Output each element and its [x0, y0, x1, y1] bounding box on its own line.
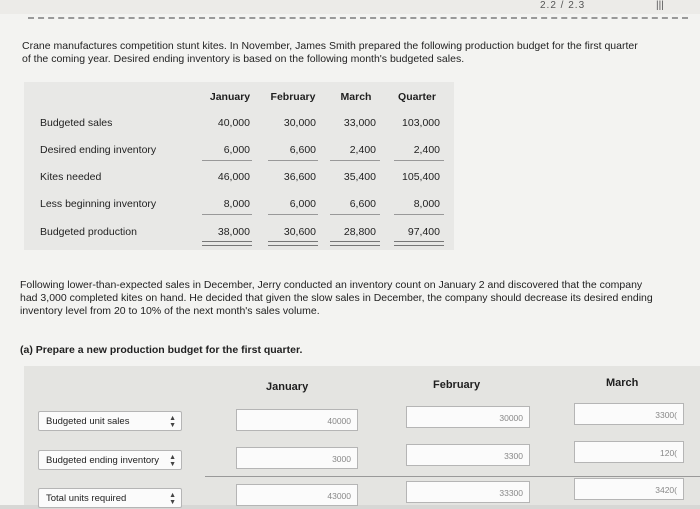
- dashed-divider: [28, 17, 688, 19]
- intro-line-1: Crane manufactures competition stunt kites. In November, James Smith prepared the following production budget for the first quarter: [22, 40, 638, 52]
- top-toolbar: [0, 0, 700, 14]
- underline: [394, 214, 444, 215]
- total-divider: [205, 476, 700, 477]
- cell: 40,000: [217, 117, 250, 129]
- chevron-updown-icon: ▲ ▼: [169, 454, 176, 468]
- underline: [330, 214, 380, 215]
- select-value: Budgeted ending inventory: [46, 455, 160, 466]
- double-underline: [268, 241, 318, 246]
- row-label-budgeted-sales: Budgeted sales: [40, 117, 113, 129]
- cell: 38,000: [217, 226, 250, 238]
- double-underline: [202, 241, 252, 246]
- cell: 30,000: [283, 117, 316, 129]
- cell: 28,800: [343, 226, 376, 238]
- row-label-desired-ending-inventory: Desired ending inventory: [40, 144, 157, 156]
- underline: [202, 160, 252, 161]
- january-unit-sales-input[interactable]: 40000: [236, 409, 358, 431]
- header-january: January: [209, 91, 251, 103]
- january-total-input[interactable]: 43000: [236, 484, 358, 506]
- row-label-less-beginning-inventory: Less beginning inventory: [40, 198, 157, 210]
- question-number: 2.2 / 2.3: [540, 0, 586, 11]
- january-ending-inventory-input[interactable]: 3000: [236, 447, 358, 469]
- march-total-input[interactable]: 3420(: [574, 478, 684, 500]
- underline: [394, 160, 444, 161]
- scenario-line-3: inventory level from 20 to 10% of the next month's sales volume.: [20, 305, 320, 317]
- chevron-updown-icon: ▲ ▼: [169, 415, 176, 429]
- cell: 35,400: [343, 171, 376, 183]
- underline: [268, 160, 318, 161]
- cell: 46,000: [217, 171, 250, 183]
- select-value: Budgeted unit sales: [46, 416, 130, 427]
- menu-icon[interactable]: |||: [656, 0, 664, 11]
- cell: 36,600: [283, 171, 316, 183]
- cell: 6,000: [289, 198, 316, 210]
- scenario-line-1: Following lower-than-expected sales in December, Jerry conducted an inventory count on January 2 and discovered that the company: [20, 279, 643, 291]
- row-type-select[interactable]: [38, 411, 182, 431]
- answer-header-january: January: [266, 381, 309, 393]
- select-value: Total units required: [46, 493, 127, 504]
- answer-header-february: February: [433, 379, 481, 391]
- cell: 2,400: [349, 144, 376, 156]
- february-total-input[interactable]: 33300: [406, 481, 530, 503]
- header-february: February: [270, 91, 316, 103]
- chevron-updown-icon: ▲ ▼: [169, 492, 176, 506]
- answer-header-march: March: [606, 377, 639, 389]
- double-underline: [394, 241, 444, 246]
- cell: 6,600: [289, 144, 316, 156]
- underline: [268, 214, 318, 215]
- february-ending-inventory-input[interactable]: 3300: [406, 444, 530, 466]
- cell: 33,000: [343, 117, 376, 129]
- cell: 105,400: [402, 171, 440, 183]
- underline: [202, 214, 252, 215]
- header-march: March: [340, 91, 372, 103]
- row-type-select[interactable]: [38, 488, 182, 508]
- row-label-kites-needed: Kites needed: [40, 171, 102, 183]
- cell: 103,000: [402, 117, 440, 129]
- double-underline: [330, 241, 380, 246]
- cell: 6,600: [349, 198, 376, 210]
- part-a-prompt: (a) Prepare a new production budget for the first quarter.: [20, 344, 303, 356]
- intro-line-2: of the coming year. Desired ending inventory is based on the following month's budgeted sales.: [22, 53, 465, 65]
- header-quarter: Quarter: [398, 91, 436, 103]
- row-type-select[interactable]: [38, 450, 182, 470]
- march-unit-sales-input[interactable]: 3300(: [574, 403, 684, 425]
- cell: 6,000: [223, 144, 250, 156]
- underline: [330, 160, 380, 161]
- cell: 2,400: [413, 144, 440, 156]
- cell: 8,000: [223, 198, 250, 210]
- row-label-budgeted-production: Budgeted production: [40, 226, 137, 238]
- scenario-line-2: had 3,000 completed kites on hand. He decided that given the slow sales in December, the company should decrease its desired ending: [20, 292, 653, 304]
- cell: 97,400: [407, 226, 440, 238]
- production-budget-table: [24, 82, 454, 250]
- march-ending-inventory-input[interactable]: 120(: [574, 441, 684, 463]
- february-unit-sales-input[interactable]: 30000: [406, 406, 530, 428]
- cell: 30,600: [283, 226, 316, 238]
- cell: 8,000: [413, 198, 440, 210]
